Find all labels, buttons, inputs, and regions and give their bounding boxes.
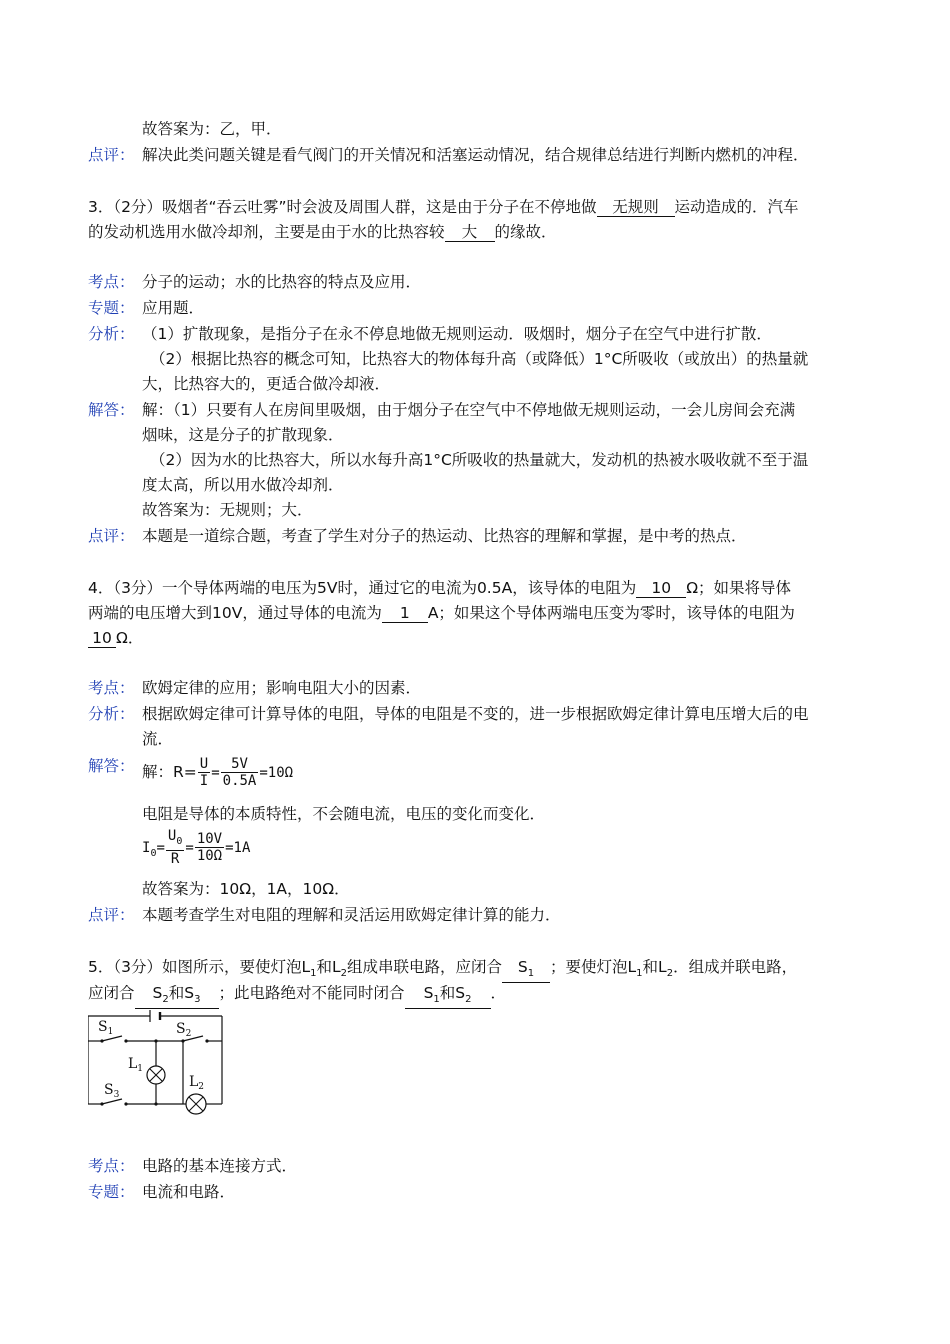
q4-stem2-cont: A；如果这个导体两端电压变为零时，该导体的电阻为	[427, 604, 795, 622]
q5-stem2-c: ．	[490, 984, 507, 1002]
q5-kaodian-tag: 考点：	[88, 1157, 135, 1175]
q4-i-result: =1A	[225, 839, 251, 856]
q3-blank2: 大	[445, 224, 495, 242]
q4-fraction-5v	[221, 756, 259, 789]
q4-i0-letter: I	[142, 839, 151, 856]
q3-dianping: 本题是一道综合题，考查了学生对分子的热运动、比热容的理解和掌握，是中考的热点．	[142, 527, 747, 545]
q4-f4-num: 10V	[196, 830, 223, 847]
q5-zhuanti-tag: 专题：	[88, 1183, 135, 1201]
q3-fenxi-tag: 分析：	[88, 325, 135, 343]
q5-line1	[88, 956, 797, 985]
circuit-label-s1: $S_1$	[98, 1019, 114, 1037]
q3-blank1: 无规则	[597, 199, 675, 217]
q4-f3-num	[166, 828, 184, 851]
q3-kaodian: 分子的运动；水的比热容的特点及应用．	[142, 273, 422, 291]
q5-blank2-s2: S	[152, 984, 163, 1002]
q3-stem2: 的发动机选用水做冷却剂，主要是由于水的比热容较	[88, 223, 445, 241]
q4-f3-num-letter: U	[167, 828, 177, 844]
q3-jieda-3: （2）因为水的比热容大，所以水每升高1°C所吸收的热量就大，发动机的热被水吸收就不至于温	[150, 451, 809, 469]
q4-dianping-tag: 点评：	[88, 906, 135, 924]
q5-kaodian: 电路的基本连接方式．	[142, 1157, 298, 1175]
q5-blank1-s: S	[517, 958, 528, 976]
q4-kaodian: 欧姆定律的应用；影响电阻大小的因素．	[142, 679, 422, 697]
q4-eq: =	[211, 765, 220, 781]
q5-blank2-sub2: 2	[162, 994, 169, 1006]
q4-blank1: 10	[636, 580, 686, 598]
q4-eq3: =	[185, 839, 194, 856]
q4-fenxi-tag: 分析：	[88, 705, 135, 723]
q5-sub3: 1	[636, 968, 643, 980]
q5-sub4: 2	[666, 968, 674, 980]
q4-f2-num: 5V	[221, 756, 259, 773]
q4-f4-den: 10Ω	[196, 847, 223, 864]
q4-i0-sub: 0	[150, 847, 157, 859]
q4-fraction-u0-r	[166, 828, 184, 867]
q3-stem2-cont: 的缘故．	[494, 223, 557, 241]
q4-kaodian-tag: 考点：	[88, 679, 135, 697]
q3-dianping-tag: 点评：	[88, 527, 135, 545]
q3-jieda-1: 解：（1）只要有人在房间里吸烟，由于烟分子在空气中不停地做无规则运动，一会儿房间会充满	[142, 401, 796, 419]
q3-fenxi-2: （2）根据比热容的概念可知，比热容大的物体每升高（或降低）1°C所吸收（或放出）的热量就	[150, 350, 809, 368]
q5-blank3-s1: S	[423, 984, 434, 1002]
q4-fenxi-2: 流．	[142, 730, 174, 748]
q4-f1-num: U	[199, 756, 209, 772]
q4-jie-label: 解：R=	[142, 763, 197, 781]
q4-stem-cont: Ω；如果将导体	[686, 579, 792, 597]
q3-kaodian-tag: 考点：	[88, 273, 135, 291]
q3-stem-cont: 运动造成的．汽车	[674, 198, 799, 216]
q4-stem3: Ω．	[116, 629, 144, 647]
q5-stem2-a: 应闭合	[88, 984, 135, 1002]
q3-jieda-5: 故答案为：无规则；大．	[142, 501, 313, 519]
q4-fraction-u-i	[198, 756, 210, 789]
q5-zhuanti: 电流和电路．	[142, 1183, 236, 1201]
q5-sub2: 2	[340, 968, 348, 980]
prev-comment-tag: 点评：	[88, 146, 135, 164]
q3-line2	[88, 221, 557, 243]
circuit-label-s2: $S_2$	[176, 1021, 192, 1039]
q4-f3-num-sub: 0	[176, 835, 183, 847]
q4-f3-den: R	[170, 850, 180, 867]
circuit-label-s3: $S_3$	[104, 1082, 120, 1100]
q3-fenxi-3: 大，比热容大的，更适合做冷却液．	[142, 375, 391, 393]
q4-answer: 故答案为：10Ω，1A，10Ω．	[142, 880, 350, 898]
q4-line1	[88, 577, 791, 599]
prev-answer: 故答案为：乙，甲．	[142, 120, 282, 138]
q3-stem: 3．（2分）吸烟者“吞云吐雾”时会波及周围人群，这是由于分子在不停地做	[88, 198, 597, 216]
q4-fenxi-1: 根据欧姆定律可计算导体的电阻，导体的电阻是不变的，进一步根据欧姆定律计算电压增大后的电	[142, 705, 809, 723]
q5-stem-e: 和L	[642, 958, 667, 976]
q5-stem-a: 5．（3分）如图所示，要使灯泡L	[88, 958, 311, 976]
q4-dianping: 本题考查学生对电阻的理解和灵活运用欧姆定律计算的能力．	[142, 906, 561, 924]
q3-fenxi-1: （1）扩散现象，是指分子在永不停息地做无规则运动．吸烟时，烟分子在空气中进行扩散．	[142, 325, 772, 343]
circuit-label-l2: $L_2$	[189, 1074, 205, 1092]
q3-zhuanti-tag: 专题：	[88, 299, 135, 317]
q5-stem2-b: ；此电路绝对不能同时闭合	[218, 984, 405, 1002]
q5-stem-d: ；要使灯泡L	[550, 958, 637, 976]
q4-jieda-tag: 解答：	[88, 757, 135, 775]
q5-blank3-sub1: 1	[433, 994, 440, 1006]
q4-eq2: =	[156, 839, 165, 856]
q4-fraction-10v	[195, 831, 224, 864]
q5-blank1-sub: 1	[527, 968, 535, 980]
q4-formula-r	[142, 755, 293, 790]
q5-sub1: 1	[310, 968, 317, 980]
q5-stem-f: ．组成并联电路，	[673, 958, 798, 976]
q4-stem: 4．（3分）一个导体两端的电压为5V时，通过它的电流为0.5A，该导体的电阻为	[88, 579, 637, 597]
q4-r-result: =10Ω	[259, 765, 294, 781]
q3-zhuanti: 应用题．	[142, 299, 205, 317]
q4-line3	[88, 627, 143, 649]
q3-jieda-2: 烟味，这是分子的扩散现象．	[142, 426, 344, 444]
q5-blank2-sub3: 3	[194, 994, 201, 1006]
q4-i0	[142, 839, 157, 859]
q5-stem-b: 和L	[316, 958, 341, 976]
q5-blank2-s3: 和S	[168, 984, 195, 1002]
q5-blank3-s2: 和S	[439, 984, 466, 1002]
q5-blank3-sub2: 2	[465, 994, 472, 1006]
q4-blank2: 1	[382, 605, 428, 623]
q3-jieda-4: 度太高，所以用水做冷却剂．	[142, 476, 344, 494]
q4-f1-den: I	[199, 773, 209, 789]
q5-stem-c: 组成串联电路，应闭合	[347, 958, 503, 976]
q3-line1	[88, 196, 799, 218]
q4-line2	[88, 602, 795, 624]
q4-f2-den: 0.5A	[222, 773, 257, 789]
prev-comment: 解决此类问题关键是看气阀门的开关情况和活塞运动情况，结合规律总结进行判断内燃机的冲程．	[142, 146, 809, 164]
q5-blank3	[405, 985, 491, 1009]
q4-formula-i	[142, 828, 250, 871]
q4-stem2: 两端的电压增大到10V，通过导体的电流为	[88, 604, 382, 622]
q5-blank1	[502, 959, 550, 983]
circuit-diagram	[88, 1006, 228, 1118]
q3-jieda-tag: 解答：	[88, 401, 135, 419]
q4-jieda-text: 电阻是导体的本质特性，不会随电流，电压的变化而变化．	[142, 805, 546, 823]
q4-blank3: 10	[88, 630, 116, 648]
circuit-label-l1: $L_1$	[128, 1056, 144, 1074]
